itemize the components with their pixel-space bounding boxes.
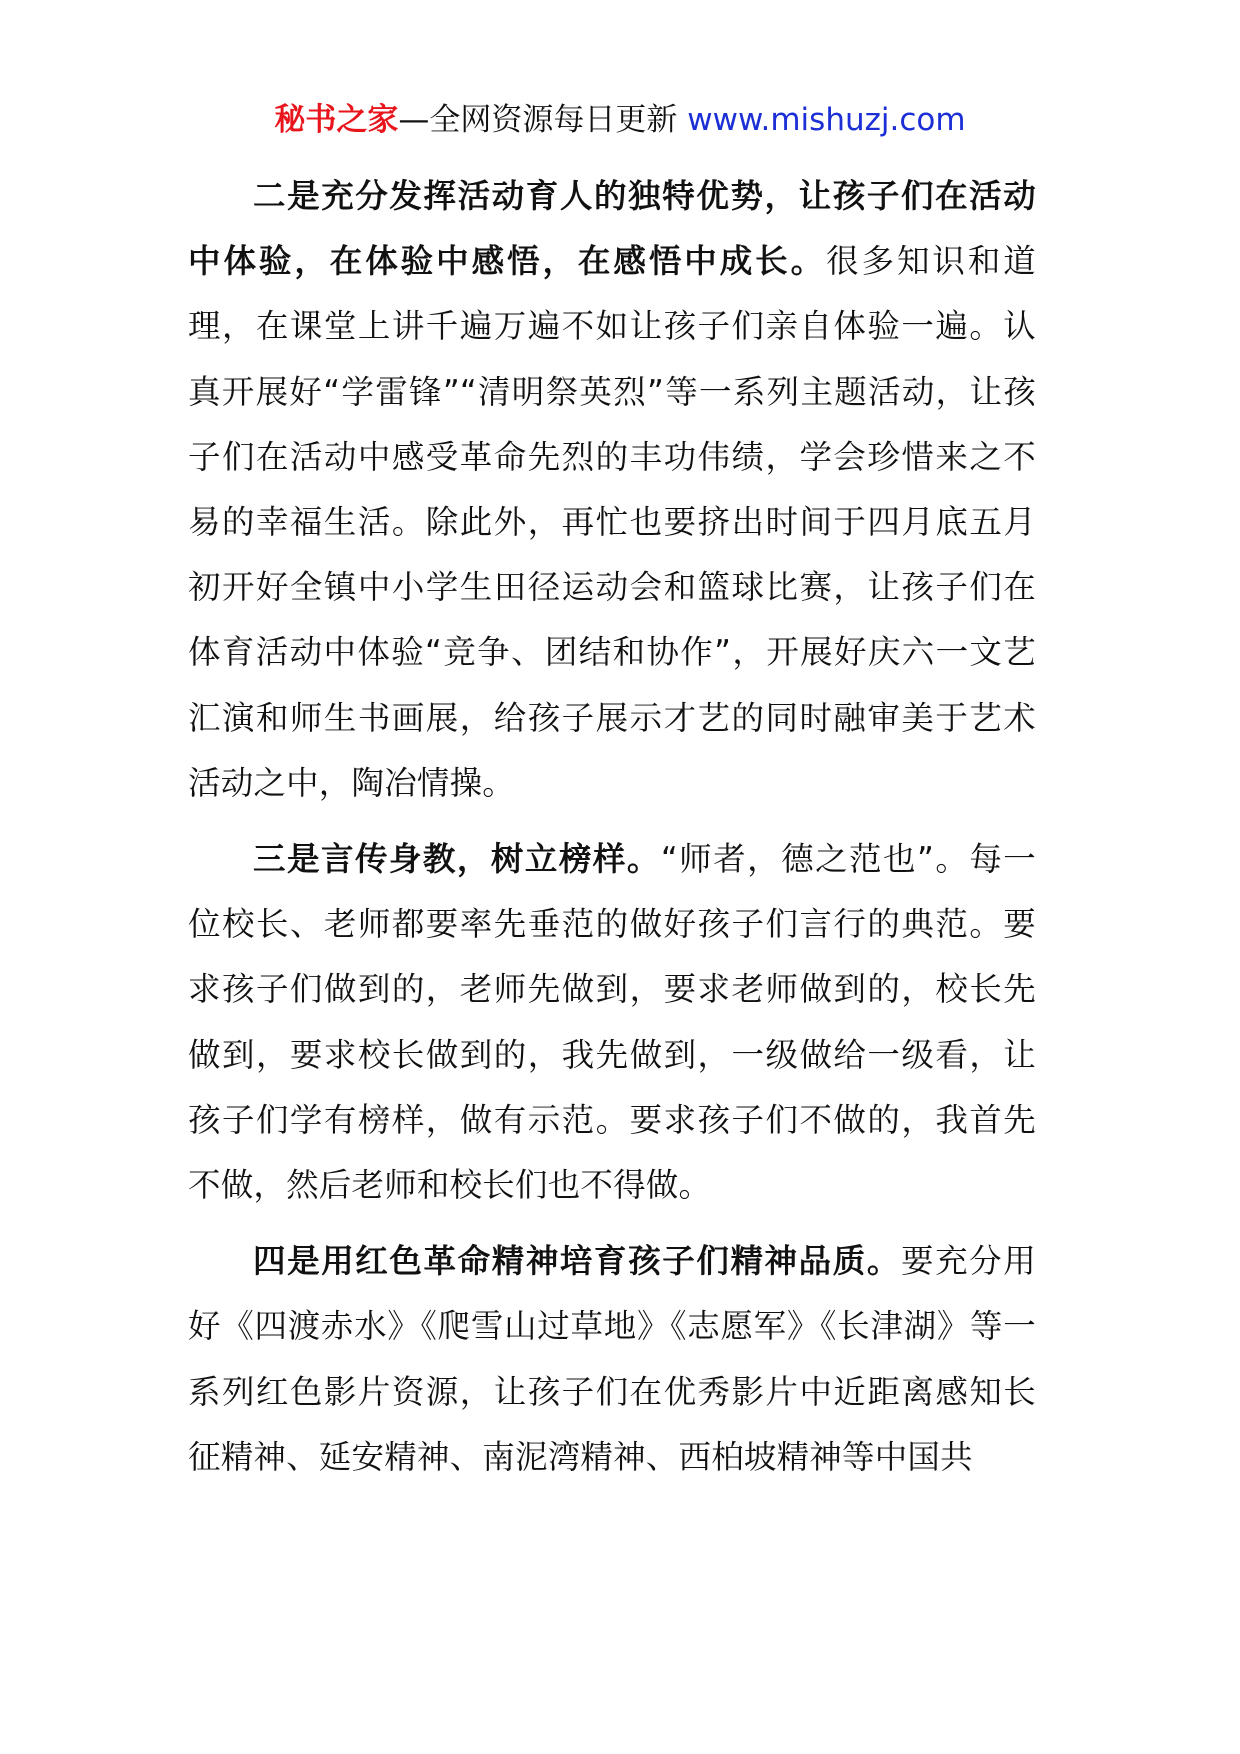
paragraph-2 (188, 164, 1036, 816)
paragraph-4 (188, 1229, 1036, 1490)
paragraph-text: “师者，德之范也”。每一位校长、老师都要率先垂范的做好孩子们言行的典范。要求孩子们做到的，老师先做到，要求老师做到的，校长先做到，要求校长做到的，我先做到，一级做给一级看，让孩子们学有榜样，做有示范。要求孩子们不做的，我首先不做，然后老师和校长们也不得做。 (188, 840, 1037, 1205)
paragraph-lead: 二是充分发挥活动育人的独特优势，让孩子们在活动中体验，在体验中感悟，在感悟中成长。 (188, 177, 1036, 281)
site-header (0, 100, 1240, 140)
paragraph-text: 很多知识和道理，在课堂上讲千遍万遍不如让孩子们亲自体验一遍。认真开展好“学雷锋”“清明祭英烈”等一系列主题活动，让孩子们在活动中感受革命先烈的丰功伟绩，学会珍惜来之不易的幸福生活。除此外，再忙也要挤出时间于四月底五月初开好全镇中小学生田径运动会和篮球比赛，让孩子们在体育活动中体验“竞争、团结和协作”，开展好庆六一文艺汇演和师生书画展，给孩子展示才艺的同时融审美于艺术活动之中，陶冶情操。 (188, 242, 1036, 802)
site-url-link[interactable]: www.mishuzj.com (687, 102, 966, 138)
paragraph-lead: 四是用红色革命精神培育孩子们精神品质。 (253, 1242, 901, 1281)
site-brand: 秘书之家 (274, 102, 399, 138)
paragraph-lead: 三是言传身教，树立榜样。 (253, 840, 661, 879)
paragraph-text: 要充分用好《四渡赤水》《爬雪山过草地》《志愿军》《长津湖》等一系列红色影片资源，让孩子们在优秀影片中近距离感知长征精神、延安精神、南泥湾精神、西柏坡精神等中国共 (188, 1242, 1036, 1476)
document-body (188, 164, 1036, 1490)
site-tagline: —全网资源每日更新 (398, 102, 678, 138)
paragraph-3 (188, 827, 1036, 1218)
